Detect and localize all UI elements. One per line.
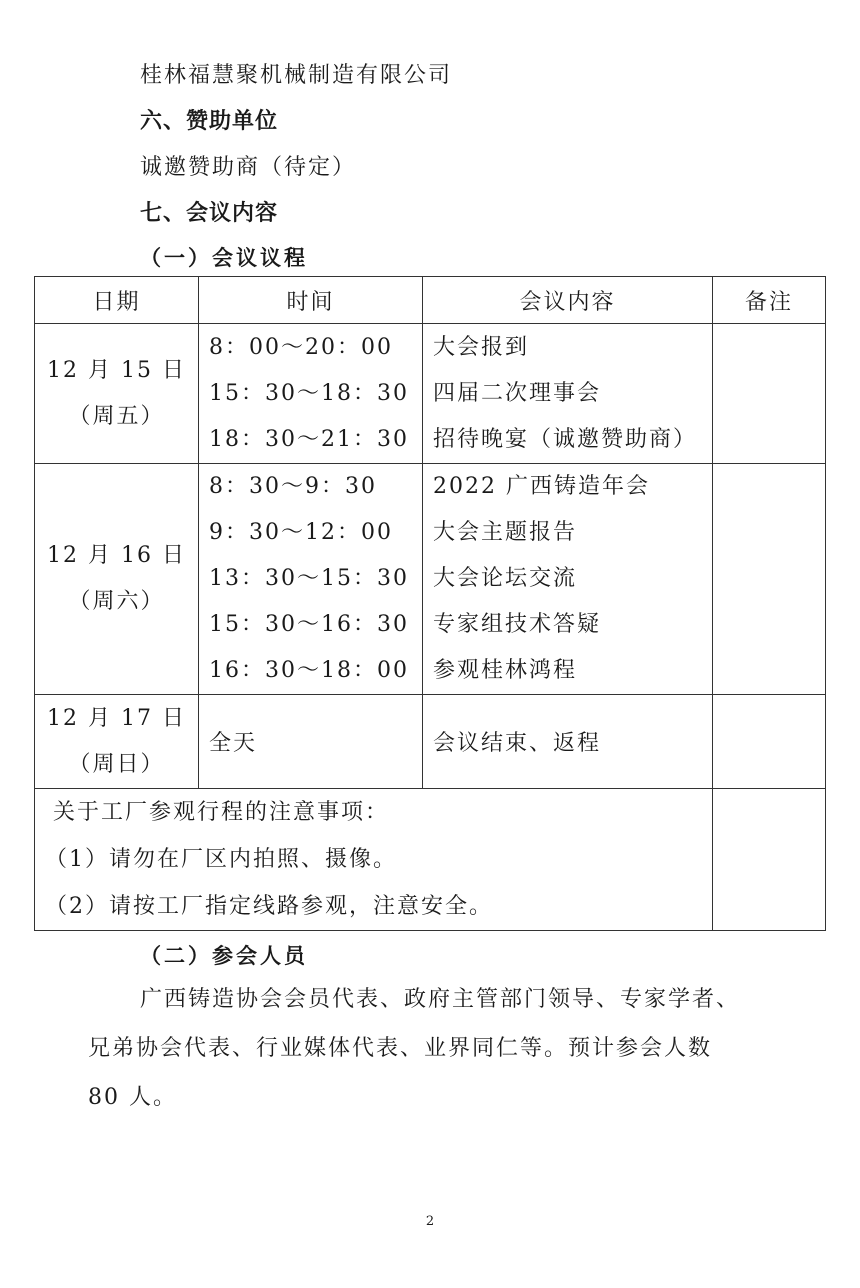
attendees-line: 广西铸造协会会员代表、政府主管部门领导、专家学者、 [140, 987, 741, 1012]
section7-heading: 七、会议内容 [140, 201, 279, 226]
page-number: 2 [425, 1214, 435, 1229]
remark-cell [713, 464, 826, 695]
weekday: （周日） [68, 751, 165, 777]
company-name: 桂林福慧聚机械制造有限公司 [140, 63, 453, 88]
time-slot: 16：30～18：00 [209, 658, 409, 683]
date: 12 月 17 日 [47, 705, 186, 731]
time-slot: 18：30～21：30 [209, 426, 409, 452]
time-slot: 9：30～12：00 [209, 520, 393, 545]
agenda-subheading: （一）会议议程 [140, 246, 308, 270]
date: 12 月 15 日 [47, 357, 186, 383]
attendees-line: 兄弟协会代表、行业媒体代表、业界同仁等。预计参会人数 [88, 1036, 713, 1061]
agenda-item: 大会论坛交流 [433, 566, 578, 591]
agenda-table [34, 276, 826, 931]
attendees-subheading: （二）参会人员 [140, 944, 308, 968]
header-time: 时间 [199, 277, 423, 324]
remark-cell [713, 695, 826, 789]
time-slot: 8：30～9：30 [209, 474, 377, 499]
time-slot: 15：30～18：30 [209, 380, 409, 406]
note-item: （2）请按工厂指定线路参观，注意安全。 [45, 894, 493, 919]
attendees-line: 80 人。 [88, 1085, 177, 1110]
time-slot: 8：00～20：00 [209, 334, 393, 360]
agenda-item: 大会报到 [433, 334, 530, 360]
weekday: （周五） [68, 403, 165, 429]
sponsor-text: 诚邀赞助商（待定） [140, 155, 357, 180]
header-content: 会议内容 [423, 277, 713, 324]
date: 12 月 16 日 [47, 543, 186, 568]
notes-row [35, 789, 826, 931]
header-date: 日期 [35, 277, 199, 324]
table-row [35, 324, 826, 464]
date-cell [35, 464, 199, 695]
time-cell: 全天 [199, 695, 423, 789]
date-cell [35, 695, 199, 789]
agenda-item: 大会主题报告 [433, 520, 578, 545]
agenda-item: 参观桂林鸿程 [433, 658, 578, 683]
time-slot: 15：30～16：30 [209, 612, 409, 637]
date-cell [35, 324, 199, 464]
notes-cell [35, 789, 713, 931]
time-cell [199, 464, 423, 695]
agenda-item: 四届二次理事会 [433, 380, 602, 406]
time-slot: 13：30～15：30 [209, 566, 409, 591]
remark-cell [713, 324, 826, 464]
weekday: （周六） [68, 589, 165, 614]
time-cell [199, 324, 423, 464]
table-header-row [35, 277, 826, 324]
content-cell [423, 324, 713, 464]
agenda-item: 专家组技术答疑 [433, 612, 602, 637]
content-cell [423, 464, 713, 695]
agenda-item: 2022 广西铸造年会 [433, 474, 650, 499]
header-remark: 备注 [713, 277, 826, 324]
note-item: （1）请勿在厂区内拍照、摄像。 [45, 847, 397, 872]
agenda-item: 招待晚宴（诚邀赞助商） [433, 426, 698, 452]
remark-cell [713, 789, 826, 931]
section6-heading: 六、赞助单位 [140, 109, 279, 134]
notes-title: 关于工厂参观行程的注意事项： [53, 800, 390, 825]
table-row [35, 464, 826, 695]
content-cell: 会议结束、返程 [423, 695, 713, 789]
table-row [35, 695, 826, 789]
